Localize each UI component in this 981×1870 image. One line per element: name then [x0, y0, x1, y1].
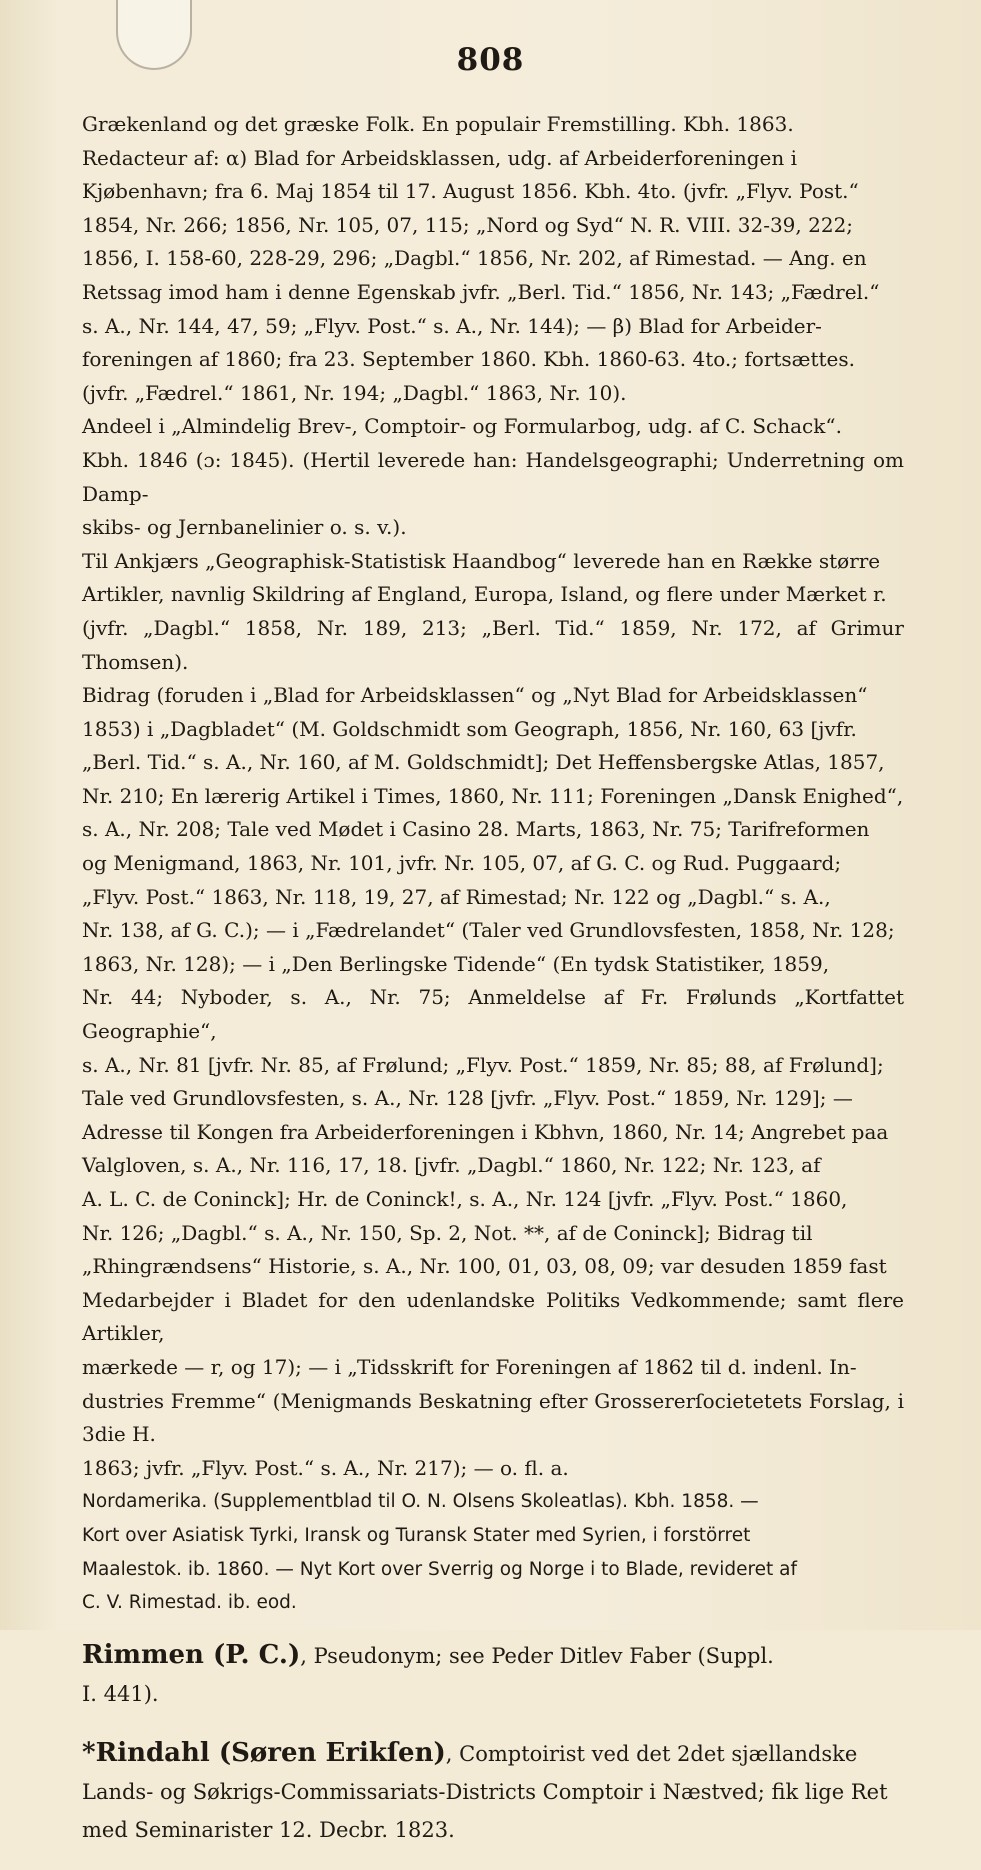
text-line: „Flyv. Post.“ 1863, Nr. 118, 19, 27, af Rimestad; Nr. 122 og „Dagbl.“ s. A., — [82, 884, 831, 909]
text-line: 1863; jvfr. „Flyv. Post.“ s. A., Nr. 217); — o. fl. a. — [82, 1455, 569, 1480]
text-line: 1854, Nr. 266; 1856, Nr. 105, 07, 115; „Nord og Syd“ N. R. VIII. 32-39, 222; — [82, 212, 854, 237]
text-line: Kbh. 1846 (ɔ: 1845). (Hertil leverede han: Handelsgeographi; Underretning om Damp- — [82, 447, 904, 506]
text-line: 1853) i „Dagbladet“ (M. Goldschmidt som Geograph, 1856, Nr. 160, 63 [jvfr. — [82, 716, 857, 741]
text-line: Tale ved Grundlovsfesten, s. A., Nr. 128 [jvfr. „Flyv. Post.“ 1859, Nr. 129]; — — [82, 1086, 853, 1111]
entry-rindahl — [82, 1734, 904, 1849]
text-line: A. L. C. de Coninck]; Hr. de Coninck!, s. A., Nr. 124 [jvfr. „Flyv. Post.“ 1860, — [82, 1187, 848, 1211]
paragraph-andeel — [82, 410, 904, 544]
text-line: , Comptoirist ved det 2det sjællandske — [445, 1741, 858, 1766]
text-line: s. A., Nr. 208; Tale ved Mødet i Casino 28. Marts, 1863, Nr. 75; Tarifreformen — [82, 817, 870, 842]
text-line: Medarbejder i Bladet for den udenlandske Politiks Vedkommende; samt flere Artikler, — [82, 1287, 904, 1346]
text-line: skibs- og Jernbanelinier o. s. v.). — [82, 515, 407, 540]
text-line: Artikler, navnlig Skildring af England, Europa, Island, og flere under Mærket r. — [82, 582, 887, 607]
text-line: Redacteur af: α) Blad for Arbeidsklassen, udg. af Arbeiderforeningen i — [82, 145, 798, 170]
text-line: Lands- og Søkrigs-Commissariats-Districts Comptoir i Næstved; fik lige Ret — [82, 1779, 888, 1804]
text-line: foreningen af 1860; fra 23. September 1860. Kbh. 1860-63. 4to.; fortsættes. — [82, 347, 856, 372]
paragraph-maps — [82, 1485, 904, 1619]
text-line: Adresse til Kongen fra Arbeiderforeningen i Kbhvn, 1860, Nr. 14; Angrebet paa — [82, 1119, 889, 1144]
text-line: (jvfr. „Fædrel.“ 1861, Nr. 194; „Dagbl.“ 1863, Nr. 10). — [82, 380, 627, 405]
text-line: 1856, I. 158-60, 228-29, 296; „Dagbl.“ 1856, Nr. 202, af Rimestad. — Ang. en — [82, 246, 867, 271]
text-line: 1863, Nr. 128); — i „Den Berlingske Tidende“ (En tydsk Statistiker, 1859, — [82, 951, 830, 976]
text-line: C. V. Rimestad. ib. eod. — [82, 1592, 297, 1614]
text-line: Nr. 126; „Dagbl.“ s. A., Nr. 150, Sp. 2, Not. **, af de Coninck]; Bidrag til — [82, 1220, 813, 1245]
text-line: Nr. 44; Nyboder, s. A., Nr. 75; Anmeldelse af Fr. Frølunds „Kortfattet Geographie“, — [82, 985, 904, 1044]
page-content — [82, 108, 904, 1870]
text-line: Kjøbenhavn; fra 6. Maj 1854 til 17. August 1856. Kbh. 4to. (jvfr. „Flyv. Post.“ — [82, 179, 859, 204]
paragraph-ankjaer — [82, 545, 904, 679]
text-line: Bidrag (foruden i „Blad for Arbeidsklassen“ og „Nyt Blad for Arbeidsklassen“ — [82, 683, 868, 708]
text-line: Andeel i „Almindelig Brev-, Comptoir- og Formularbog, udg. af C. Schack“. — [82, 414, 842, 439]
text-line: s. A., Nr. 144, 47, 59; „Flyv. Post.“ s. A., Nr. 144); — β) Blad for Arbeider- — [82, 313, 822, 338]
entry-headword: *Rindahl (Søren Erikſen) — [82, 1737, 446, 1768]
text-line: I. 441). — [82, 1681, 159, 1706]
text-line: mærkede — r, og 17); — i „Tidsskrift for Foreningen af 1862 til d. indenl. In- — [82, 1354, 857, 1379]
text-line: Nordamerika. (Supplementblad til O. N. Olsens Skoleatlas). Kbh. 1858. — — [82, 1491, 759, 1513]
text-line: Nr. 138, af G. C.); — i „Fædrelandet“ (Taler ved Grundlovsfesten, 1858, Nr. 128; — [82, 918, 895, 943]
entry-headword: Rimmen (P. C.) — [82, 1639, 301, 1670]
text-line: Retssag imod ham i denne Egenskab jvfr. „Berl. Tid.“ 1856, Nr. 143; „Fædrel.“ — [82, 279, 880, 304]
paragraph-graekenland — [82, 108, 904, 410]
text-line: Nr. 210; En lærerig Artikel i Times, 1860, Nr. 111; Foreningen „Dansk Enighed“, — [82, 783, 904, 808]
text-line: Grækenland og det græske Folk. En populair Fremstilling. Kbh. 1863. — [82, 112, 794, 136]
text-line: dustries Fremme“ (Menigmands Beskatning efter Grossererſocietetets Forslag, i 3die H. — [82, 1388, 904, 1447]
text-line: „Berl. Tid.“ s. A., Nr. 160, af M. Goldschmidt]; Det Heffensbergske Atlas, 1857, — [82, 750, 885, 775]
text-line: og Menigmand, 1863, Nr. 101, jvfr. Nr. 105, 07, af G. C. og Rud. Puggaard; — [82, 851, 842, 876]
entry-rimmen — [82, 1636, 904, 1713]
text-line: Valgloven, s. A., Nr. 116, 17, 18. [jvfr. „Dagbl.“ 1860, Nr. 122; Nr. 123, af — [82, 1153, 821, 1178]
paragraph-bidrag — [82, 679, 904, 1485]
text-line: s. A., Nr. 81 [jvfr. Nr. 85, af Frølund; „Flyv. Post.“ 1859, Nr. 85; 88, af Frølund]; — [82, 1052, 884, 1077]
text-line: , Pseudonym; see Peder Ditlev Faber (Suppl. — [300, 1643, 774, 1668]
text-line: med Seminarister 12. Decbr. 1823. — [82, 1817, 455, 1842]
page-number: 808 — [456, 42, 525, 78]
text-line: Til Ankjærs „Geographisk-Statistisk Haandbog“ leverede han en Række større — [82, 548, 881, 573]
text-line: (jvfr. „Dagbl.“ 1858, Nr. 189, 213; „Berl. Tid.“ 1859, Nr. 172, af Grimur Thomsen). — [82, 615, 904, 674]
text-line: Kort over Asiatisk Tyrki, Iransk og Turansk Stater med Syrien, i forstörret — [82, 1524, 751, 1546]
text-line: Maalestok. ib. 1860. — Nyt Kort over Sverrig og Norge i to Blade, revideret af — [82, 1558, 798, 1580]
text-line: „Rhingrændsens“ Historie, s. A., Nr. 100, 01, 03, 08, 09; var desuden 1859 fast — [82, 1254, 887, 1279]
